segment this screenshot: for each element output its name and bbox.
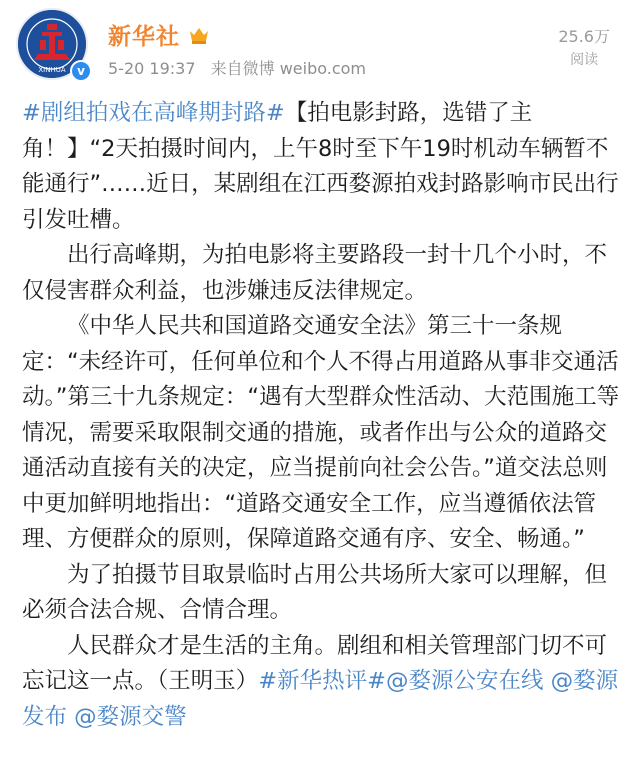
post-source[interactable]: 来自微博 weibo.com xyxy=(210,59,366,78)
vip-crown-icon xyxy=(188,25,210,45)
post-header xyxy=(0,0,640,90)
verified-badge xyxy=(70,60,92,82)
paragraph-1 xyxy=(22,96,624,238)
mention-wuyuan-police-link[interactable]: @婺源公安在线 xyxy=(385,668,544,694)
mention-wuyuan-traffic-link[interactable]: @婺源交警 xyxy=(74,703,187,730)
account-name[interactable]: 新华社 xyxy=(108,24,180,50)
read-count-label: 阅读 xyxy=(570,52,599,68)
mention-wuyuan-release-link[interactable]: @婺源发布 xyxy=(22,668,619,730)
xinhua-review-tag-link[interactable]: #新华热评# xyxy=(258,668,386,694)
paragraph-5 xyxy=(22,629,624,736)
read-count-value: 25.6万 xyxy=(558,27,610,46)
post-time: 5-20 19:37 xyxy=(108,59,196,78)
verified-v-icon: v xyxy=(72,62,90,80)
svg-text:XINHUA: XINHUA xyxy=(38,66,66,74)
read-count xyxy=(558,24,610,69)
paragraph-4: 为了拍摄节目取景临时占用公共场所大家可以理解，但必须合法合规、合情合理。 xyxy=(22,561,608,623)
paragraph-3: 《中华人民共和国道路交通安全法》第三十一条规定：“未经许可，任何单位和个人不得占用道路从事非交通活动。”第三十九条规定：“遇有大型群众性活动、大范围施工等情况，需要采取限制交通的措施，或者作出与公众的道路交通活动直接有关的决定，应当提前向社会公告。”道交法总则中更加鲜明地指出：“道路交通安全工作，应当遵循依法管理、方便群众的原则，保障道路交通有序、安全、畅通。” xyxy=(22,313,620,552)
account-name-row xyxy=(108,18,210,51)
post-meta xyxy=(108,56,376,79)
post-body xyxy=(22,96,624,735)
topic-tag-link[interactable]: #剧组拍戏在高峰期封路# xyxy=(22,100,285,126)
paragraph-2: 出行高峰期，为拍电影将主要路段一封十几个小时，不仅侵害群众利益，也涉嫌违反法律规定。 xyxy=(22,242,608,304)
paragraph-5-text: 人民群众才是生活的主角。剧组和相关管理部门切不可忘记这一点。（王明玉） xyxy=(22,632,608,694)
paragraph-1-text: 【拍电影封路，选错了主角！】“2天拍摄时间内，上午8时至下午19时机动车辆暂不能通行”……近日，某剧组在江西婺源拍戏封路影响市民出行引发吐槽。 xyxy=(22,100,619,233)
